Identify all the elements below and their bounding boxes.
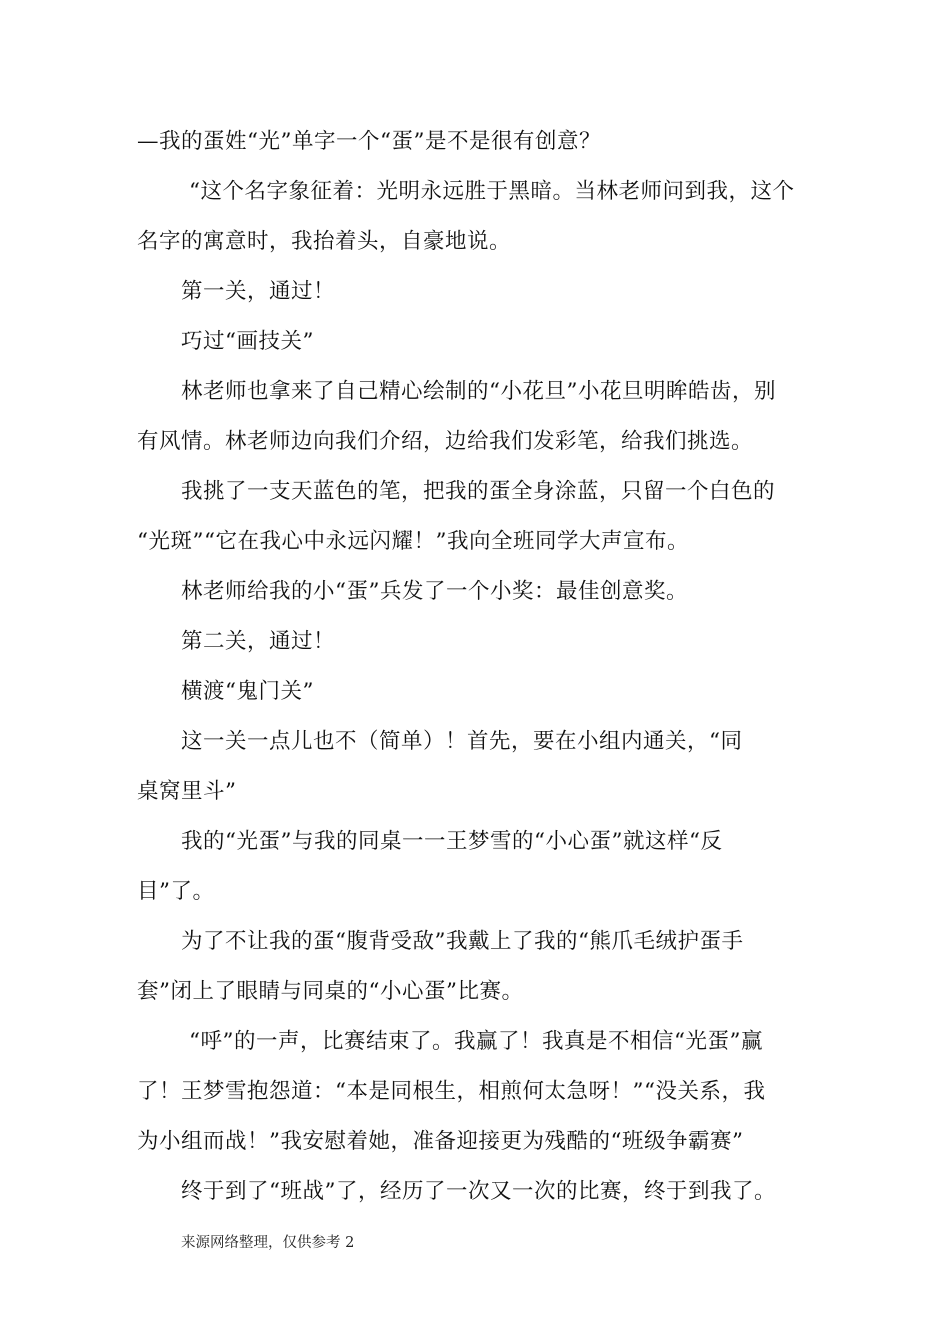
text-line: 第一关，通过！: [181, 279, 336, 304]
text-line: —我的蛋姓“光”单字一个“蛋”是不是很有创意？: [137, 129, 601, 154]
text-line: “光斑”“它在我心中永远闪耀！”我向全班同学大声宣布。: [137, 529, 689, 554]
document-body: [137, 117, 827, 1217]
text-line: 这一关一点儿也不（简单）！首先，要在小组内通关，“同: [181, 729, 743, 754]
text-line: 巧过“画技关”: [181, 329, 314, 354]
text-line: 有风情。林老师边向我们介绍，边给我们发彩笔，给我们挑选。: [137, 429, 754, 454]
text-line: 我挑了一支天蓝色的笔，把我的蛋全身涂蓝，只留一个白色的: [181, 479, 776, 504]
text-line: 为了不让我的蛋“腹背受敌”我戴上了我的“熊爪毛绒护蛋手: [181, 929, 744, 954]
page-footer: 来源网络整理，仅供参考 2: [181, 1235, 355, 1251]
text-line: 我的“光蛋”与我的同桌一一王梦雪的“小心蛋”就这样“反: [181, 829, 723, 854]
text-line: 为小组而战！”我安慰着她，准备迎接更为残酷的“班级争霸赛”: [137, 1129, 744, 1154]
text-line: “呼”的一声，比赛结束了。我赢了！我真是不相信“光蛋”赢: [189, 1029, 763, 1054]
text-line: 横渡“鬼门关”: [181, 679, 314, 704]
text-line: 了！王梦雪抱怨道：“本是同根生，相煎何太急呀！”“没关系，我: [137, 1079, 766, 1104]
text-line: 套”闭上了眼睛与同桌的“小心蛋”比赛。: [137, 979, 524, 1004]
text-line: 林老师也拿来了自己精心绘制的“小花旦”小花旦明眸皓齿，别: [181, 379, 776, 404]
text-line: 桌窝里斗”: [137, 779, 237, 804]
text-line: 林老师给我的小“蛋”兵发了一个小奖：最佳创意奖。: [181, 579, 688, 604]
text-line: 名字的寓意时，我抬着头，自豪地说。: [137, 229, 512, 254]
text-line: 目”了。: [137, 879, 215, 904]
text-line: 第二关，通过！: [181, 629, 336, 654]
text-line: “这个名字象征着：光明永远胜于黑暗。当林老师问到我，这个: [189, 179, 795, 204]
text-line: 终于到了“班战”了，经历了一次又一次的比赛，终于到我了。: [181, 1179, 776, 1204]
